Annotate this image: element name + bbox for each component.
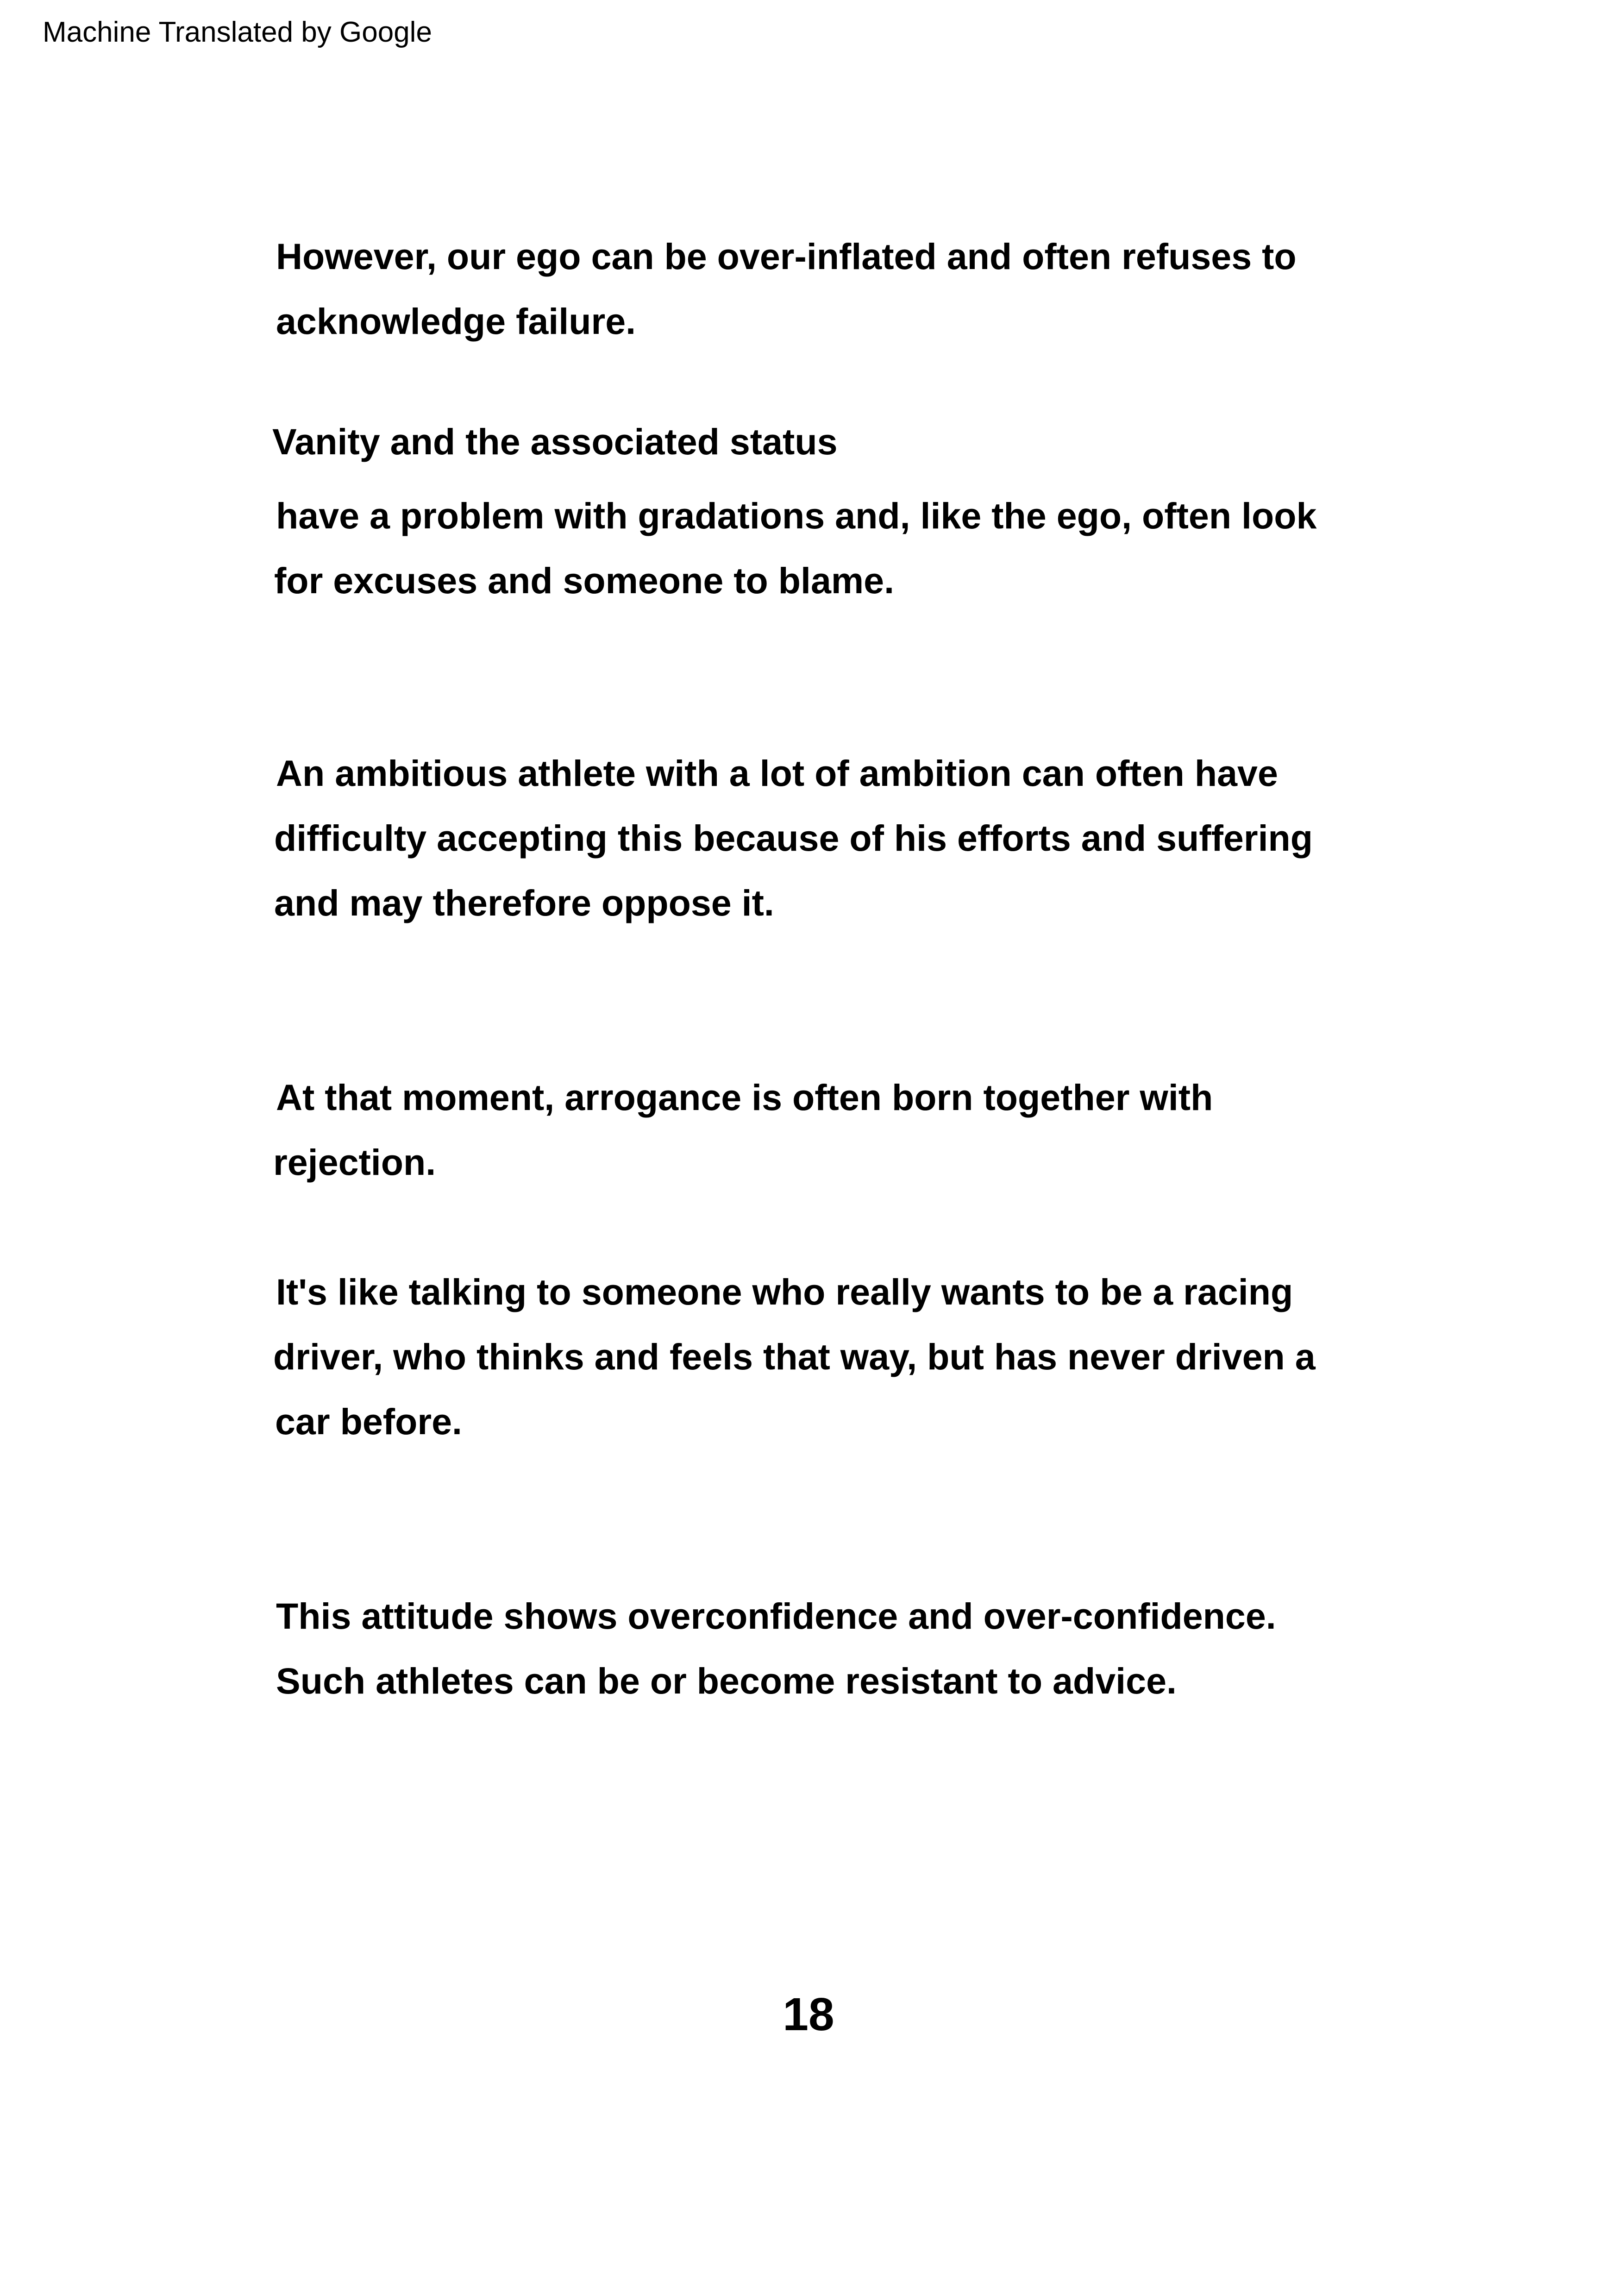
text-line: car before. [275, 1401, 462, 1442]
text-line: However, our ego can be over-inflated and often refuses to [276, 236, 1297, 277]
text-line: An ambitious athlete with a lot of ambition can often have [276, 753, 1278, 794]
text-line: At that moment, arrogance is often born together with [276, 1077, 1213, 1118]
text-line: have a problem with gradations and, like the ego, often look [276, 495, 1317, 536]
text-line: and may therefore oppose it. [274, 882, 774, 923]
text-line: Such athletes can be or become resistant to advice. [276, 1660, 1177, 1701]
text-line: Vanity and the associated status [272, 421, 838, 462]
text-line: This attitude shows overconfidence and over-confidence. [276, 1595, 1276, 1637]
text-line: difficulty accepting this because of his efforts and suffering [274, 817, 1313, 859]
text-line: acknowledge failure. [276, 301, 636, 342]
page-number: 18 [783, 1989, 834, 2040]
text-line: rejection. [273, 1142, 436, 1183]
text-line: driver, who thinks and feels that way, but has never driven a [273, 1336, 1316, 1377]
text-line: for excuses and someone to blame. [274, 560, 895, 601]
text-line: It's like talking to someone who really wants to be a racing [276, 1271, 1293, 1312]
machine-translation-note: Machine Translated by Google [43, 16, 432, 48]
